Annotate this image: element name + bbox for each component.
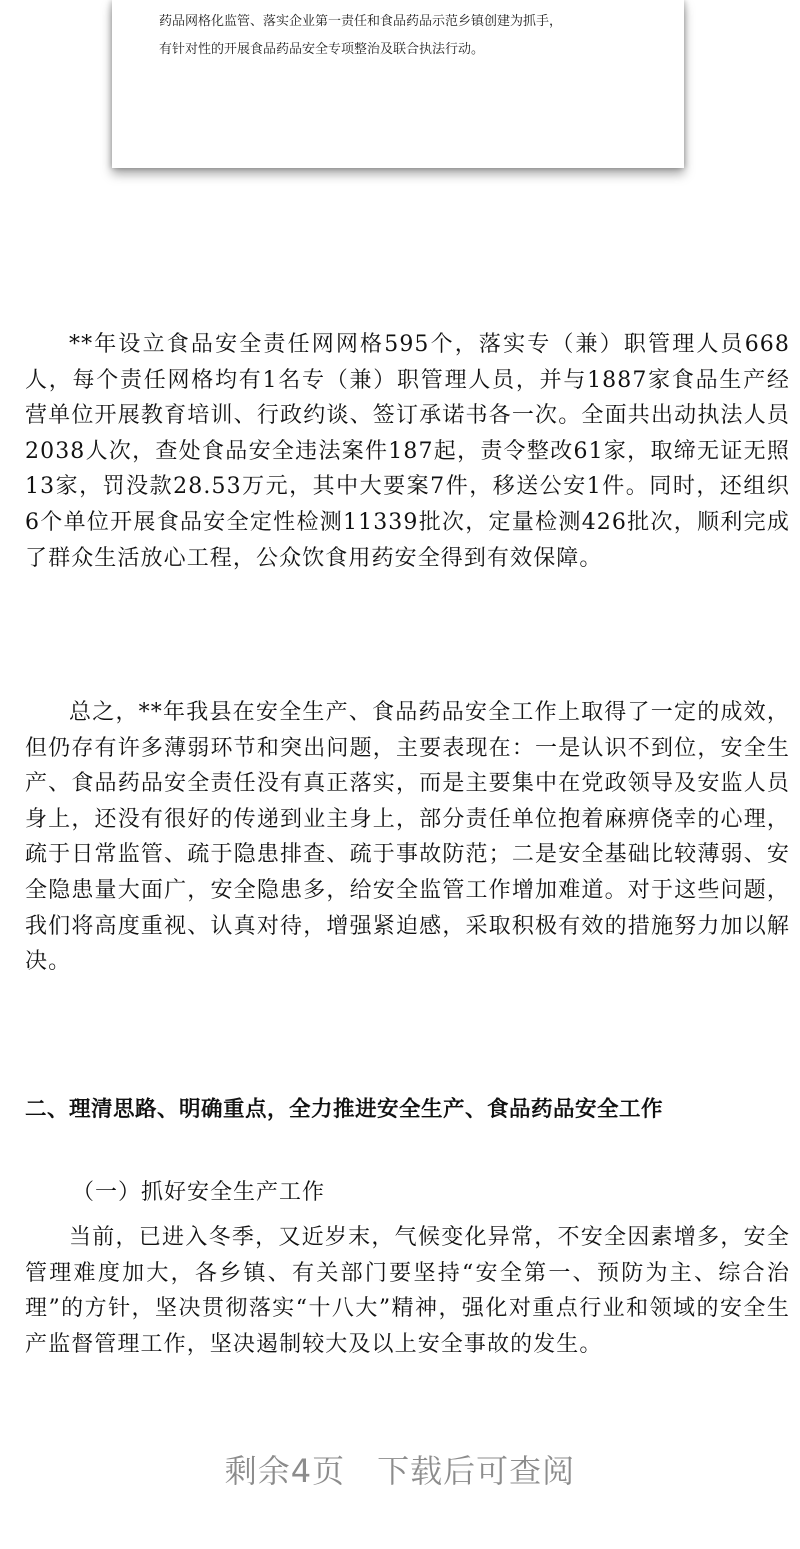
paragraph-2-block xyxy=(25,695,790,980)
paragraph-safety-production: 当前，已进入冬季，又近岁末，气候变化异常，不安全因素增多，安全管理难度加大，各乡镇、有关部门要坚持“安全第一、预防为主、综合治理”的方针，坚决贯彻落实“十八大”精神，强化对重点行业和领域的安全生产监督管理工作，坚决遏制较大及以上安全事故的发生。 xyxy=(25,1225,790,1357)
paragraph-3-block xyxy=(25,1220,790,1362)
paragraph-summary: 总之，**年我县在安全生产、食品药品安全工作上取得了一定的成效，但仍存有许多薄弱环节和突出问题，主要表现在：一是认识不到位，安全生产、食品药品安全责任没有真正落实，而是主要集中在党政领导及安监人员身上，还没有很好的传递到业主身上，部分责任单位抱着麻痹侥幸的心理，疏于日常监管、疏于隐患排查、疏于事故防范；二是安全基础比较薄弱、安全隐患量大面广，安全隐患多，给安全监管工作增加难道。对于这些问题，我们将高度重视、认真对待，增强紧迫感，采取积极有效的措施努力加以解决。 xyxy=(25,700,790,975)
remaining-pages-label: 剩余4页 xyxy=(224,1452,346,1490)
download-to-view-label: 下载后可查阅 xyxy=(377,1452,576,1490)
paragraph-1-block xyxy=(25,327,790,576)
subsection-heading: （一）抓好安全生产工作 xyxy=(72,1180,326,1205)
paragraph-food-safety-stats: **年设立食品安全责任网网格595个，落实专（兼）职管理人员668人，每个责任网格均有1名专（兼）职管理人员，并与1887家食品生产经营单位开展教育培训、行政约谈、签订承诺书各一次。全面共出动执法人员2038人次，查处食品安全违法案件187起，责令整改61家，取缔无证无照13家，罚没款28.53万元，其中大要案7件，移送公安1件。同时，还组织6个单位开展食品安全定性检测11339批次，定量检测426批次，顺利完成了群众生活放心工程，公众饮食用药安全得到有效保障。 xyxy=(25,332,790,571)
section-heading: 二、理清思路、明确重点，全力推进安全生产、食品药品安全工作 xyxy=(25,1097,664,1122)
document-preview-card xyxy=(112,0,684,168)
remaining-pages-notice[interactable] xyxy=(0,1447,800,1495)
preview-line-1: 药品网格化监管、落实企业第一责任和食品药品示范乡镇创建为抓手， xyxy=(159,14,563,29)
preview-line-2: 有针对性的开展食品药品安全专项整治及联合执法行动。 xyxy=(159,42,485,57)
